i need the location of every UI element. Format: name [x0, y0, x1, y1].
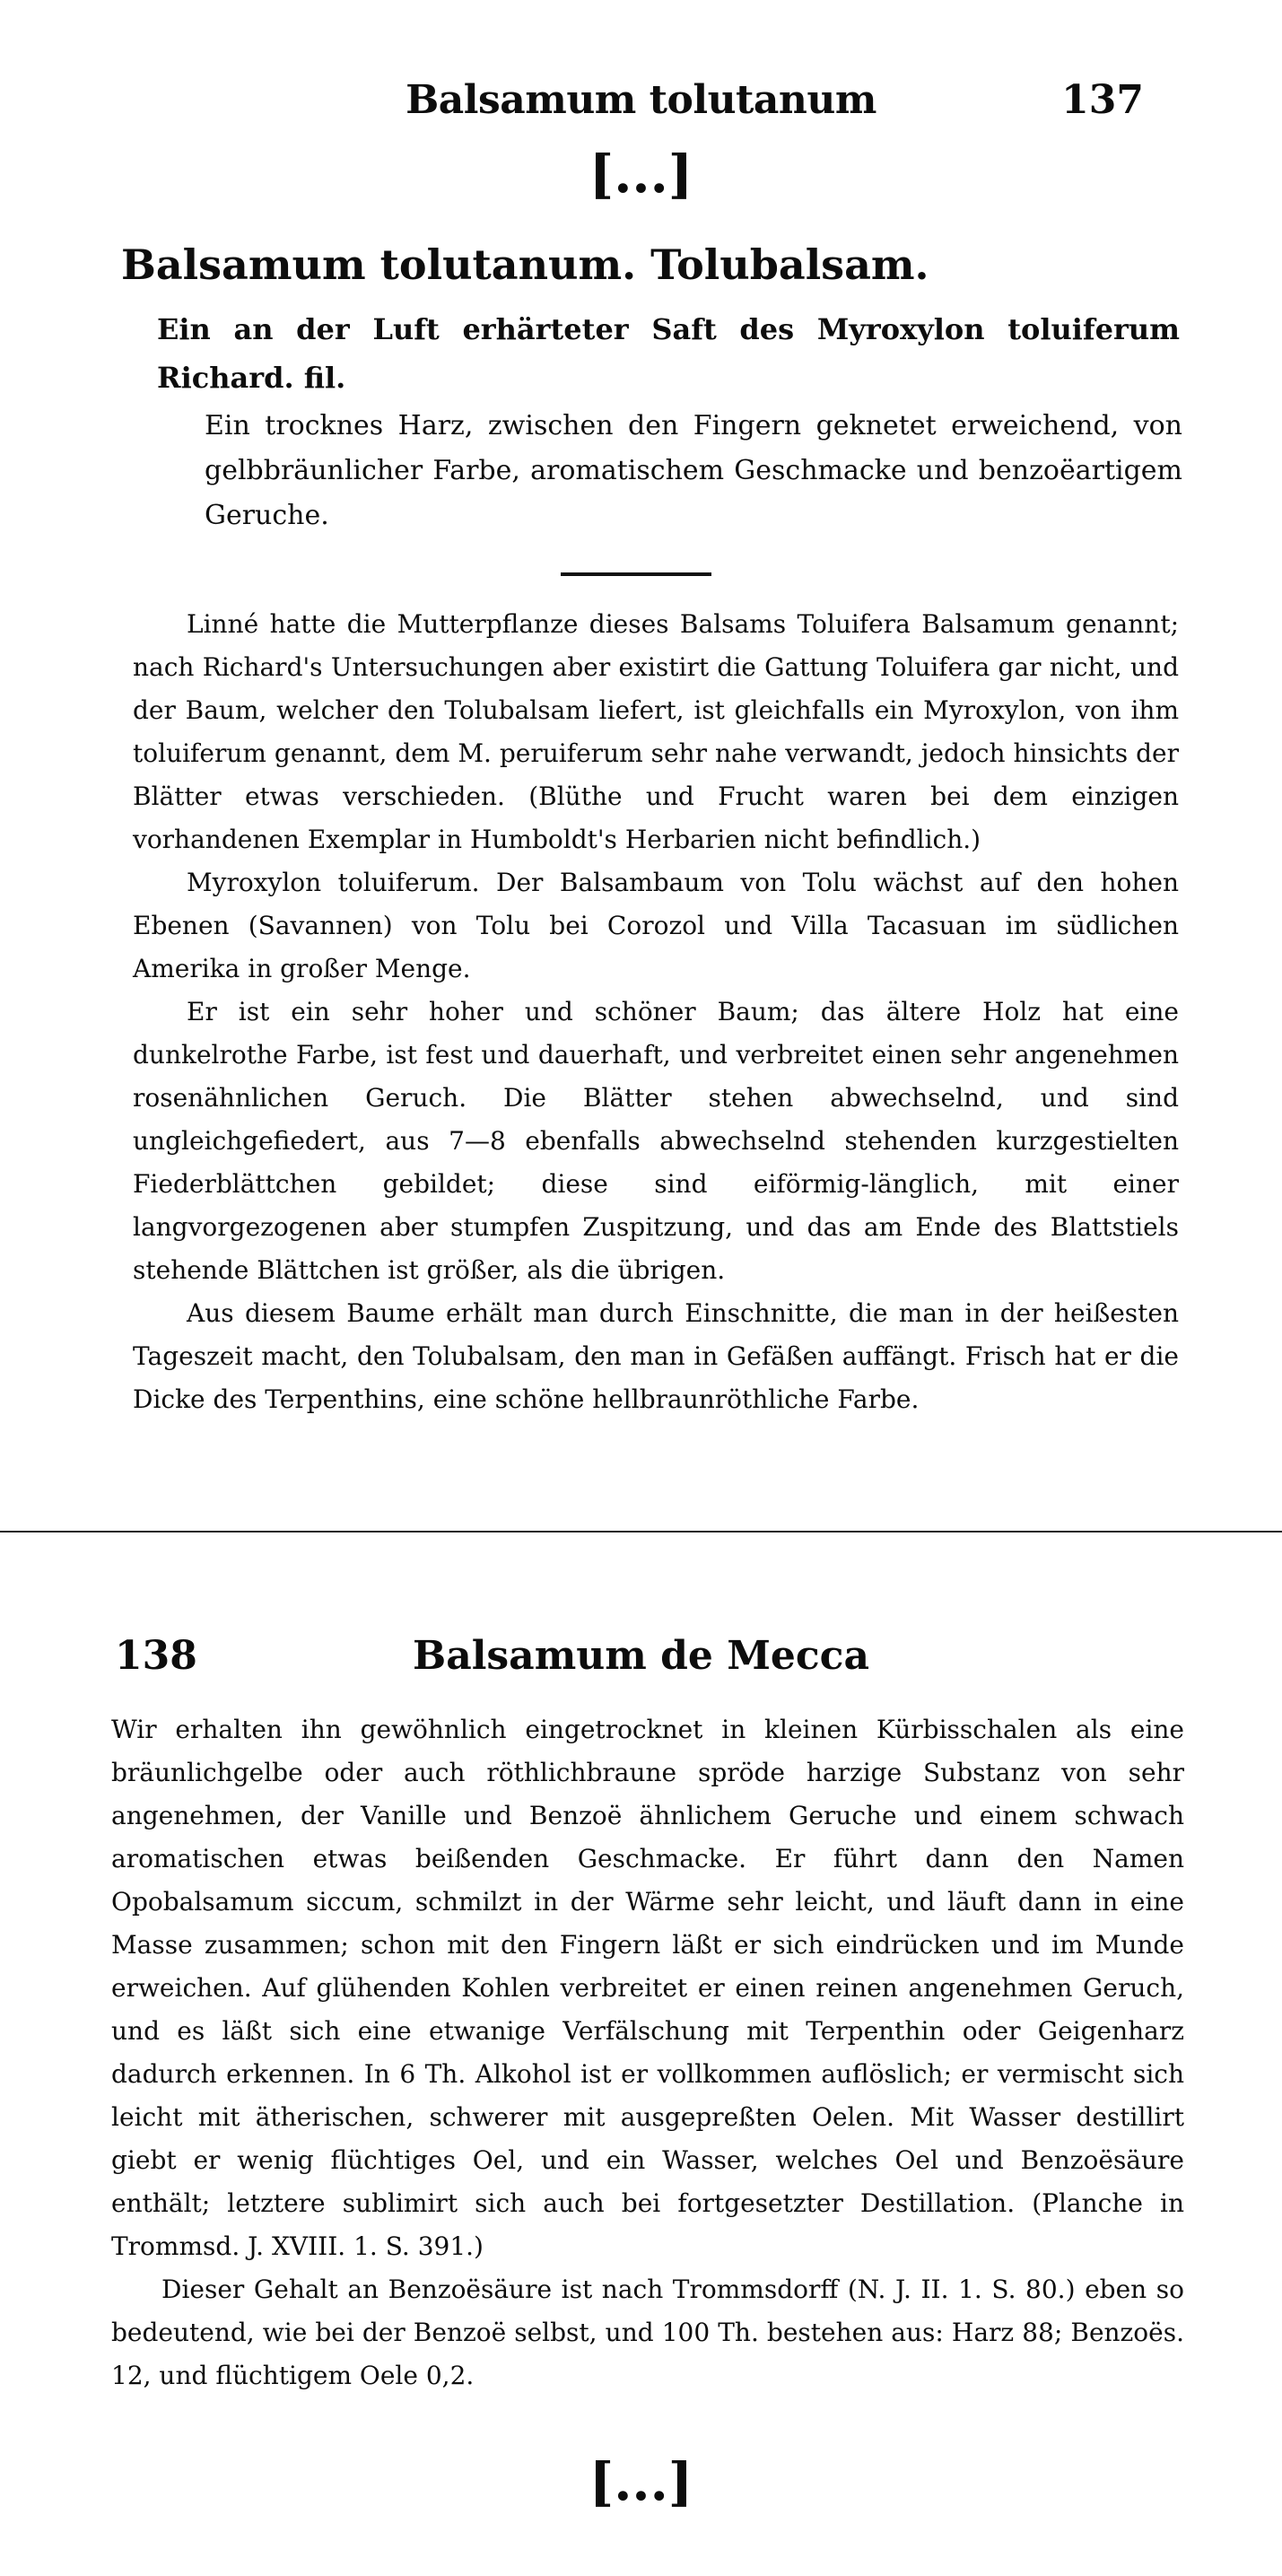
entry-title-german: Tolubalsam.: [650, 240, 929, 289]
paragraph: Linné hatte die Mutterpflanze dieses Balsams Toluifera Balsamum genannt; nach Richard's Untersuchungen aber existirt die Gattung Toluifera gar nicht, und der Baum, welcher den Tolubalsam liefert, ist gleichfalls ein Myroxylon, von ihm toluiferum genannt, dem M. peruiferum sehr nahe verwandt, jedoch hinsichts der Blätter etwas verschieden. (Blüthe und Frucht waren bei dem einzigen vorhandenen Exemplar in Humboldt's Herbarien nicht befindlich.): [133, 609, 1179, 854]
running-head: Balsamum de Mecca: [413, 1633, 869, 1679]
page-number: 138: [115, 1633, 197, 1679]
entry-definition: Ein an der Luft erhärteter Saft des Myroxylon toluiferum Richard. fil.: [157, 312, 1180, 395]
paragraph: Myroxylon toluiferum. Der Balsambaum von Tolu wächst auf den hohen Ebenen (Savannen) von Tolu bei Corozol und Villa Tacasuan im südlichen Amerika in großer Menge.: [133, 868, 1179, 983]
body-text: [111, 1708, 1184, 2397]
omission-marker-top: [...]: [589, 144, 693, 205]
paragraph: Dieser Gehalt an Benzoësäure ist nach Trommsdorff (N. J. II. 1. S. 80.) eben so bedeutend, wie bei der Benzoë selbst, und 100 Th. bestehen aus: Harz 88; Benzoës. 12, und flüchtigem Oele 0,2.: [111, 2275, 1184, 2390]
paragraph: Aus diesem Baume erhält man durch Einschnitte, die man in der heißesten Tageszeit macht, den Tolubalsam, den man in Gefäßen auffängt. Frisch hat er die Dicke des Terpenthins, eine schöne hellbraunröthliche Farbe.: [133, 1298, 1179, 1414]
entry-title-latin: Balsamum tolutanum.: [121, 240, 637, 289]
paragraph: Er ist ein sehr hoher und schöner Baum; das ältere Holz hat eine dunkelrothe Farbe, ist fest und dauerhaft, und verbreitet einen sehr angenehmen rosenähnlichen Geruch. Die Blätter stehen abwechselnd, und sind ungleichgefiedert, aus 7—8 ebenfalls abwechselnd stehenden kurzgestielten Fiederblättchen gebildet; diese sind eiförmig-länglich, mit einer langvorgezogenen aber stumpfen Zuspitzung, und das am Ende des Blattstiels stehende Blättchen ist größer, als die übrigen.: [133, 997, 1179, 1285]
omission-marker-bottom: [...]: [589, 2451, 693, 2512]
entry-title: [121, 240, 929, 289]
page-separator: [0, 1531, 1282, 1533]
page-138: [0, 1536, 1282, 2576]
section-divider-rule: [561, 572, 711, 576]
page-number: 137: [1061, 77, 1144, 123]
running-head: Balsamum tolutanum: [406, 77, 876, 123]
body-text: [133, 603, 1179, 1421]
entry-description: Ein trocknes Harz, zwischen den Fingern geknetet erweichend, von gelbbräunlicher Farbe, aromatischem Geschmacke und benzoëartigem Geruche.: [205, 410, 1182, 531]
paragraph: Wir erhalten ihn gewöhnlich eingetrocknet in kleinen Kürbisschalen als eine bräunlichgelbe oder auch röthlichbraune spröde harzige Substanz von sehr angenehmen, der Vanille und Benzoë ähnlichem Geruche und einem schwach aromatischen etwas beißenden Geschmacke. Er führt dann den Namen Opobalsamum siccum, schmilzt in der Wärme sehr leicht, und läuft dann in eine Masse zusammen; schon mit den Fingern läßt er sich eindrücken und im Munde erweichen. Auf glühenden Kohlen verbreitet er einen reinen angenehmen Geruch, und es läßt sich eine etwanige Verfälschung mit Terpenthin oder Geigenharz dadurch erkennen. In 6 Th. Alkohol ist er vollkommen auflöslich; er vermischt sich leicht mit ätherischen, schwerer mit ausgepreßten Oelen. Mit Wasser destillirt giebt er wenig flüchtiges Oel, und ein Wasser, welches Oel und Benzoësäure enthält; letztere sublimirt sich auch bei fortgesetzter Destillation. (Planche in Trommsd. J. XVIII. 1. S. 391.): [111, 1715, 1184, 2261]
